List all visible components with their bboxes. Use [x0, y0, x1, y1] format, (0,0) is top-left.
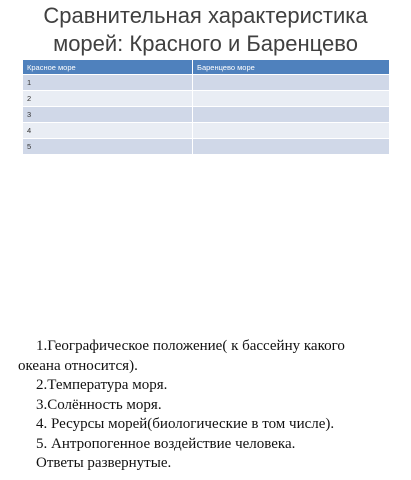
table-row: [23, 123, 389, 139]
table-row: [23, 75, 389, 91]
table-cell: [193, 91, 389, 107]
task-list: [18, 337, 404, 474]
slide-title-line-1: Сравнительная характеристика: [43, 3, 368, 28]
task-item-2: 2.Температура моря.: [36, 377, 168, 393]
table-cell: 2: [23, 91, 193, 107]
comparison-table: [23, 60, 389, 154]
table-cell: [193, 75, 389, 91]
table-header-row: [23, 60, 389, 75]
task-item-5: 5. Антропогенное воздействие человека.: [36, 435, 296, 452]
task-item-3: 3.Солённость моря.: [36, 396, 162, 413]
task-note: Ответы развернутые.: [36, 455, 172, 471]
header-red-sea: Красное море: [23, 60, 193, 75]
task-item-1-line-2: океана относится).: [18, 357, 138, 374]
comparison-table-container: [23, 60, 389, 154]
table-row: [23, 107, 389, 123]
table-cell: [193, 107, 389, 123]
table-row: [23, 139, 389, 155]
table-cell: 1: [23, 75, 193, 91]
table-cell: 5: [23, 139, 193, 155]
header-barents-sea: Баренцево море: [193, 60, 389, 75]
task-item-1-line-1: 1.Географическое положение( к бассейну какого: [36, 338, 345, 354]
table-cell: [193, 123, 389, 139]
table-row: [23, 91, 389, 107]
slide-title-line-2: морей: Красного и Баренцево: [53, 31, 358, 56]
task-item-4: 4. Ресурсы морей(биологические в том числе).: [36, 416, 335, 432]
slide-title: [0, 2, 411, 58]
table-cell: 3: [23, 107, 193, 123]
table-cell: 4: [23, 123, 193, 139]
table-cell: [193, 139, 389, 155]
